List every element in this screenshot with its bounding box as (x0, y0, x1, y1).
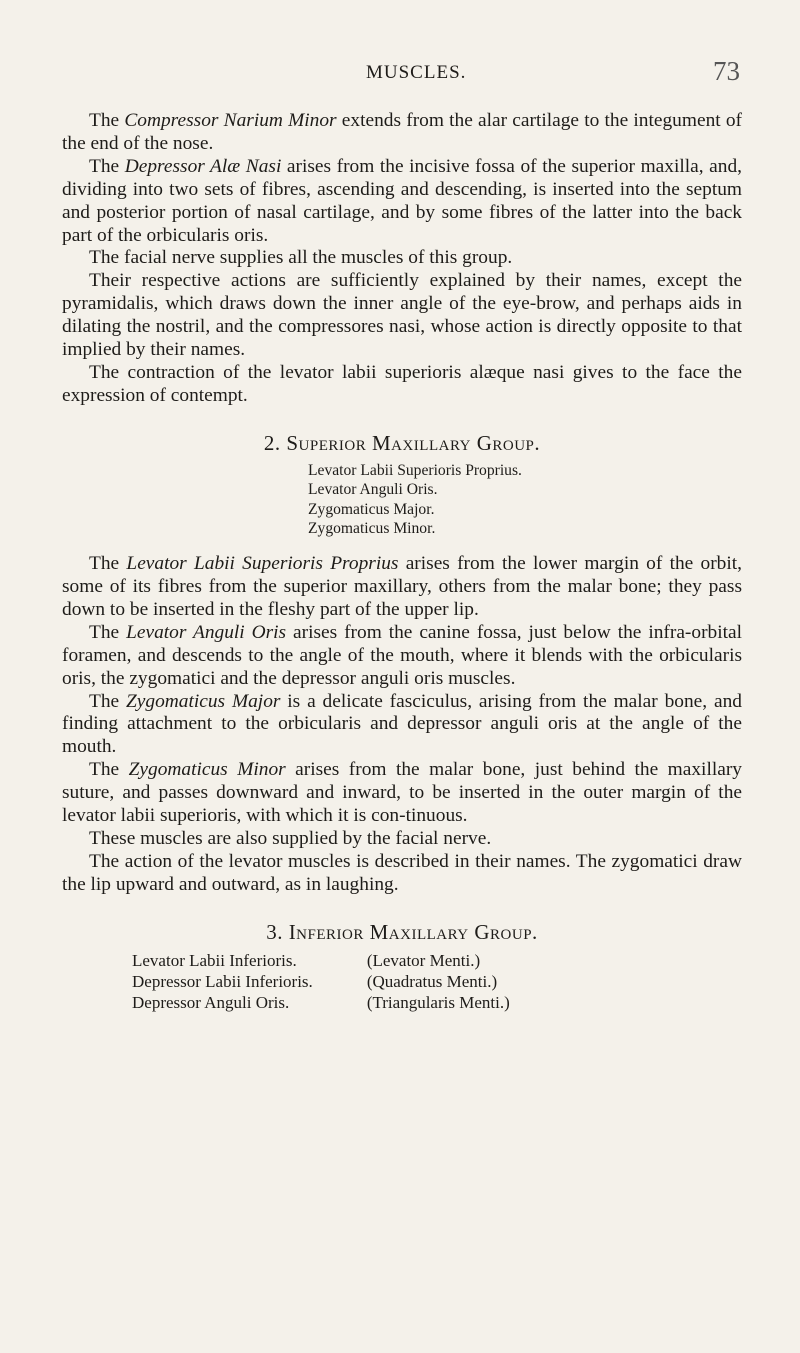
table-row (132, 971, 510, 992)
table-row (132, 992, 510, 1013)
page-number: 73 (713, 56, 740, 86)
muscle-table-inferior-maxillary (132, 950, 510, 1013)
paragraph-compressor-narium-minor: The Compressor Narium Minor extends from the alar cartilage to the integument of the end of the nose. (62, 110, 743, 154)
muscle-name: Depressor Labii Inferioris. (132, 971, 313, 991)
paragraph-contempt: The contraction of the levator labii superioris alæque nasi gives to the face the expression of contempt. (62, 361, 742, 406)
body-text (62, 110, 742, 1013)
running-head (0, 56, 800, 92)
paragraph-zygomaticus-major: The Zygomaticus Major is a delicate fasciculus, arising from the malar bone, and finding attachment to the orbicularis and depressor anguli oris at the angle of the mouth. (62, 690, 742, 758)
section-heading-superior-maxillary: 2. Superior Maxillary Group. (263, 430, 541, 455)
running-title: MUSCLES. (366, 62, 467, 83)
paragraph-actions: Their respective actions are sufficiently explained by their names, except the pyramidalis, which draws down the inner angle of the eye-brow, and perhaps aids in dilating the nostril, and the compressores nasi, whose action is directly opposite to that implied by their names. (62, 270, 742, 361)
muscle-alias: (Levator Menti.) (366, 950, 481, 970)
list-item: Levator Labii Superioris Proprius. (308, 461, 522, 479)
muscle-name: Depressor Anguli Oris. (132, 992, 290, 1012)
paragraph-depressor-alae-nasi: The Depressor Alæ Nasi arises from the incisive fossa of the superior maxilla, and, dividing into two sets of fibres, ascending and descending, is inserted into the septum and posterior portion of nasal cartilage, and by some fibres of the latter into the back part of the orbicularis oris. (62, 155, 743, 246)
list-item: Zygomaticus Minor. (308, 520, 436, 538)
list-item: Zygomaticus Major. (308, 500, 435, 518)
table-row (132, 950, 510, 971)
list-item: Levator Anguli Oris. (308, 481, 438, 499)
paragraph-nerve-supply: The facial nerve supplies all the muscles of this group. (89, 247, 513, 269)
paragraph-levator-anguli-oris: The Levator Anguli Oris arises from the canine fossa, just below the infra-orbital foramen, and descends to the angle of the mouth, where it blends with the orbicularis oris, the zygomatici and the depressor anguli oris muscles. (62, 621, 743, 689)
section-heading-inferior-maxillary: 3. Inferior Maxillary Group. (266, 919, 538, 944)
muscle-alias: (Quadratus Menti.) (366, 971, 498, 991)
paragraph-levator-labii-superioris-proprius: The Levator Labii Superioris Proprius arises from the lower margin of the orbit, some of its fibres from the superior maxillary, others from the malar bone; they pass down to be inserted in the fleshy part of the upper lip. (62, 553, 742, 620)
muscle-list-superior-maxillary (62, 461, 742, 539)
muscle-name: Levator Labii Inferioris. (132, 950, 297, 970)
paragraph-facial-nerve: These muscles are also supplied by the facial nerve. (89, 827, 492, 849)
muscle-alias: (Triangularis Menti.) (366, 992, 510, 1012)
paragraph-zygomaticus-minor: The Zygomaticus Minor arises from the malar bone, just behind the maxillary suture, and passes downward and inward, to be inserted in the outer margin of the levator labii superioris, with which it is con-tinuous. (62, 759, 742, 827)
paragraph-levator-action: The action of the levator muscles is described in their names. The zygomatici draw the lip upward and outward, as in laughing. (62, 850, 742, 895)
